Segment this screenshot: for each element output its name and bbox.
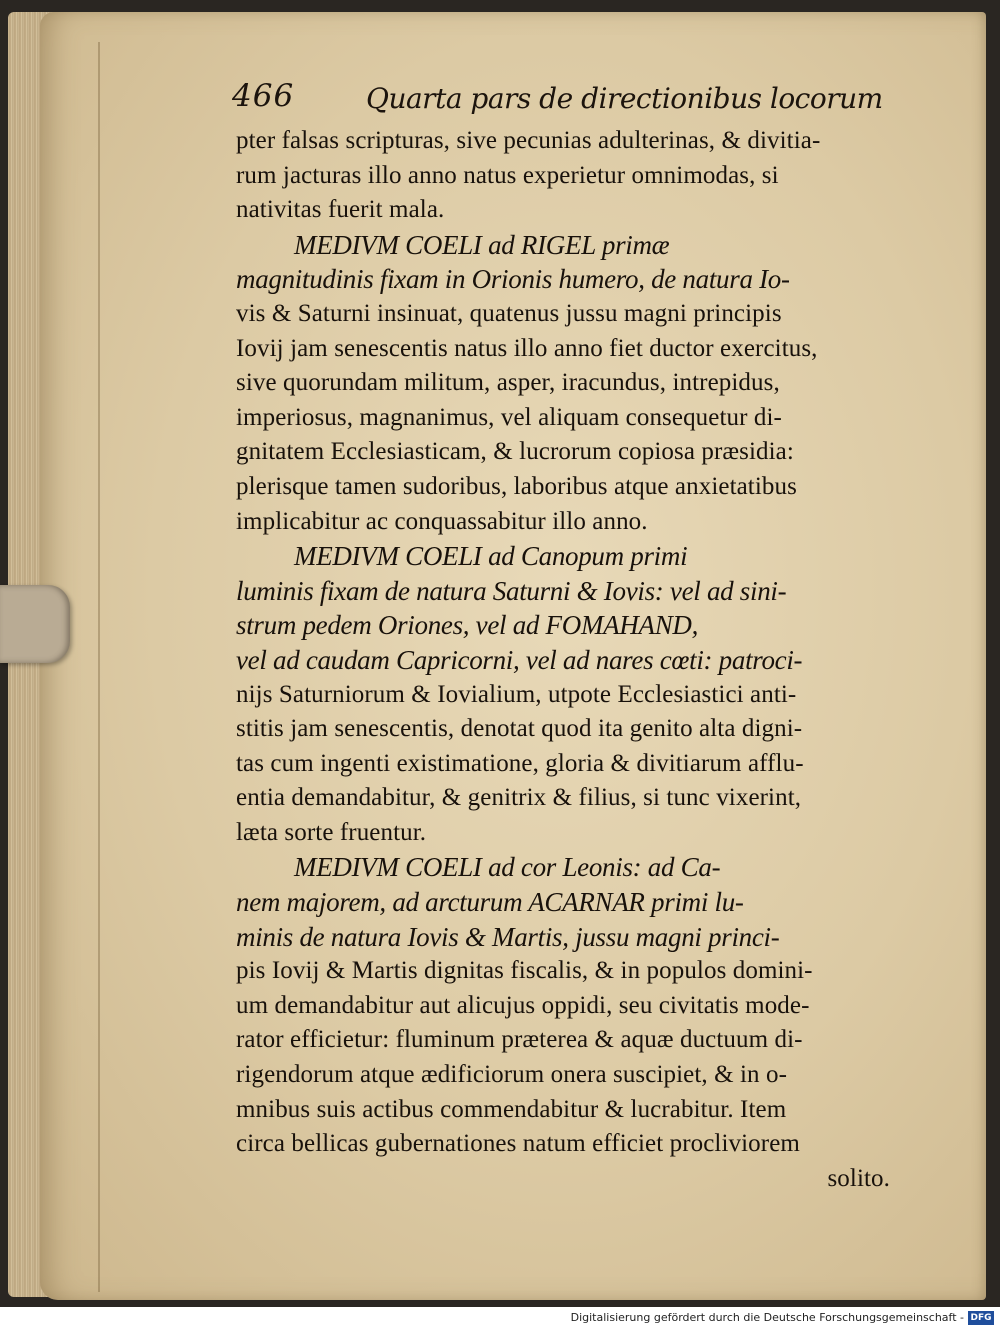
- running-title: Quarta pars de directionibus locorum: [366, 82, 883, 115]
- text-line: pter falsas scripturas, sive pecunias adulterinas, & divitia-: [236, 127, 821, 154]
- footer-bar: [0, 1307, 1000, 1330]
- text-line: Iovij jam senescentis natus illo anno fiet ductor exercitus,: [236, 334, 818, 362]
- text-line: rator efficietur: fluminum præterea & aquæ ductuum di-: [236, 1026, 803, 1054]
- section-heading-line: MEDIVM COELI ad cor Leonis: ad Ca-: [294, 852, 721, 883]
- text-line: læta sorte fruentur.: [236, 818, 427, 846]
- text-line: stitis jam senescentis, denotat quod ita genito alta digni-: [236, 715, 803, 743]
- text-line: rum jacturas illo anno natus experietur omnimodas, si: [236, 161, 779, 189]
- gutter-shadow: [98, 42, 100, 1292]
- section-heading-line: MEDIVM COELI ad Canopum primi: [294, 541, 688, 572]
- text-line: luminis fixam de natura Saturni & Iovis: vel ad sini-: [236, 575, 787, 606]
- text-line: sive quorundam militum, asper, iracundus, intrepidus,: [236, 369, 780, 397]
- text-line: circa bellicas gubernationes natum efficiet procliviorem: [236, 1130, 800, 1158]
- section-heading-line: MEDIVM COELI ad RIGEL primæ: [294, 229, 670, 260]
- text-line: nijs Saturniorum & Iovialium, utpote Ecclesiastici anti-: [236, 680, 797, 708]
- text-line: plerisque tamen sudoribus, laboribus atque anxietatibus: [236, 472, 797, 500]
- dfg-logo: DFG: [968, 1311, 994, 1325]
- running-head: [232, 78, 892, 122]
- text-line: nem majorem, ad arcturum ACARNAR primi lu-: [236, 887, 744, 918]
- text-line: imperiosus, magnanimus, vel aliquam consequetur di-: [236, 403, 782, 431]
- text-line: implicabitur ac conquassabitur illo anno.: [236, 507, 648, 535]
- text-line: pis Iovij & Martis dignitas fiscalis, & in populos domini-: [236, 957, 813, 985]
- text-line: rigendorum atque ædificiorum onera suscipiet, & in o-: [236, 1061, 788, 1089]
- text-line: vel ad caudam Capricorni, vel ad nares cœti: patroci-: [236, 644, 803, 675]
- text-line: vis & Saturni insinuat, quatenus jussu magni principis: [236, 299, 782, 327]
- text-line: minis de natura Iovis & Martis, jussu magni princi-: [236, 921, 780, 952]
- text-line: tas cum ingenti existimatione, gloria & divitiarum afflu-: [236, 749, 804, 777]
- text-line: entia demandabitur, & genitrix & filius, si tunc vixerint,: [236, 784, 802, 812]
- page-clip: [0, 585, 70, 663]
- text-line: nativitas fuerit mala.: [236, 196, 445, 224]
- text-block: [236, 124, 896, 1196]
- text-line: um demandabitur aut alicujus oppidi, seu civitatis mode-: [236, 991, 810, 1019]
- page-number: 466: [232, 78, 295, 114]
- text-line: strum pedem Oriones, vel ad FOMAHAND,: [236, 610, 699, 641]
- text-line: mnibus suis actibus commendabitur & lucrabitur. Item: [236, 1095, 787, 1123]
- text-line: magnitudinis fixam in Orionis humero, de natura Io-: [236, 264, 790, 295]
- text-line: gnitatem Ecclesiasticam, & lucrorum copiosa præsidia:: [236, 438, 794, 466]
- funding-credit: Digitalisierung gefördert durch die Deutsche Forschungsgemeinschaft -: [570, 1311, 964, 1324]
- text-line: solito.: [827, 1164, 890, 1192]
